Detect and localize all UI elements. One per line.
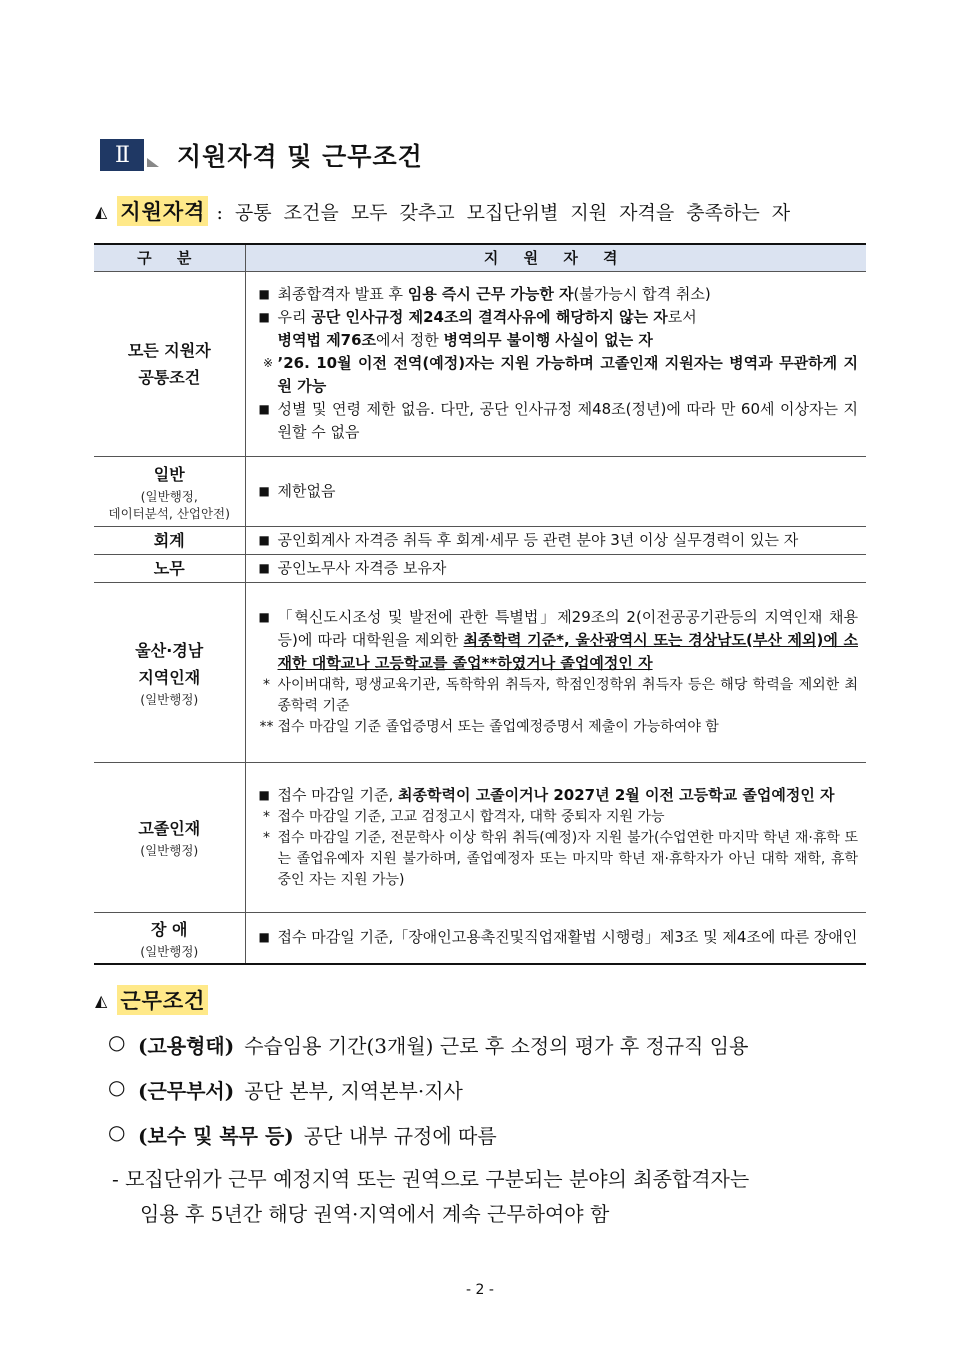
item-bold-text: 최종학력 기준*, 울산광역시 또는 경상남도(부산 제외)에 소재한 대학교나 고등학교를 졸업**하였거나 졸업예정인 자: [277, 631, 858, 672]
item-text: 공인회계사 자격증 취득 후 회계·세무 등 관련 분야 3년 이상 실무경력이 있는 자: [277, 530, 799, 549]
category-note: (일반행정,: [140, 488, 198, 504]
circle-bullet-icon: ○: [108, 1030, 126, 1054]
square-bullet-icon: ■: [258, 532, 270, 547]
category-label: 회계: [153, 530, 185, 550]
table-row-labor: [94, 554, 866, 582]
category-label: 고졸인재: [138, 819, 201, 838]
qualification-title: 지원자격: [117, 196, 208, 226]
table-row-common: [94, 271, 866, 456]
footnote-mark: *: [263, 829, 270, 846]
work-conditions-title: 근무조건: [117, 985, 208, 1015]
qualification-description: : 공통 조건을 모두 갖추고 모집단위별 지원 자격을 충족하는 자: [216, 201, 791, 224]
section-title: 지원자격 및 근무조건: [177, 142, 423, 171]
list-note: [256, 352, 859, 398]
square-bullet-icon: ■: [258, 560, 270, 575]
row-content: [245, 912, 866, 964]
row-category: [94, 554, 245, 582]
category-label: 일반: [153, 464, 185, 484]
row-content: [245, 526, 866, 554]
item-text: 제한없음: [277, 481, 336, 500]
table-row-general: [94, 456, 866, 526]
row-category: [94, 526, 245, 554]
square-bullet-icon: ■: [258, 402, 270, 416]
footnote: [256, 828, 859, 891]
row-category: [94, 912, 245, 964]
square-bullet-icon: ■: [258, 930, 270, 945]
square-bullet-icon: ■: [258, 610, 270, 624]
item-text: 로서: [667, 308, 697, 326]
footnote: [256, 675, 859, 717]
triangle-icon: ◭: [95, 990, 108, 1010]
circle-bullet-icon: ○: [108, 1075, 126, 1099]
item-bold-text: 최종학력이 고졸이거나 2027년 2월 이전 고등학교 졸업예정인 자: [398, 785, 835, 804]
table-row-highschool: [94, 762, 866, 912]
work-condition-item: [108, 1120, 497, 1149]
square-bullet-icon: ■: [258, 310, 270, 324]
work-condition-item: [108, 1075, 463, 1104]
footnote-text: 접수 마감일 기준 졸업증명서 또는 졸업예정증명서 제출이 가능하여야 함: [277, 719, 719, 735]
table-row-local-talent: [94, 582, 866, 762]
work-condition-note: - 모집단위가 근무 예정지역 또는 권역으로 구분되는 분야의 최종합격자는: [112, 1167, 750, 1191]
list-item: [256, 557, 859, 580]
header-category: 구 분: [94, 244, 245, 271]
list-item: [256, 398, 859, 444]
work-condition-text: 공단 본부, 지역본부·지사: [244, 1079, 463, 1103]
item-text: 접수 마감일 기준,「장애인고용촉진및직업재활법 시행령」제3조 및 제4조에 따른 장애인: [277, 928, 858, 947]
row-category: [94, 762, 245, 912]
category-label: 지역인재: [138, 667, 201, 687]
footnote: [256, 717, 859, 738]
category-label: 장 애: [151, 919, 188, 939]
row-content: [245, 271, 866, 456]
row-content: [245, 582, 866, 762]
work-condition-item: [108, 1030, 748, 1059]
footnote-text: 접수 마감일 기준, 고교 검정고시 합격자, 대학 중퇴자 지원 가능: [277, 808, 665, 825]
qualification-heading: [95, 196, 790, 226]
list-item: [256, 784, 859, 807]
list-item: [256, 606, 859, 675]
footnote-text: 사이버대학, 평생교육기관, 독학학위 취득자, 학점인정학위 취득자 등은 해당 학력을 제외한 최종학력 기준: [277, 677, 858, 714]
page-number: - 2 -: [466, 1282, 494, 1298]
item-bold-text: 병역법 제76조: [277, 331, 377, 349]
row-category: [94, 271, 245, 456]
square-bullet-icon: ■: [258, 483, 270, 498]
footnote-mark: *: [263, 808, 270, 825]
item-text: 성별 및 연령 제한 없음. 다만, 공단 인사규정 제48조(정년)에 따라 만 60세 이상자는 지원할 수 없음: [277, 400, 858, 441]
table-row-disabled: [94, 912, 866, 964]
list-item: [256, 480, 859, 503]
item-text: 공인노무사 자격증 보유자: [277, 558, 447, 577]
item-text: 우리: [277, 308, 312, 326]
arrow-icon: [147, 158, 159, 167]
square-bullet-icon: ■: [258, 787, 270, 802]
work-conditions-heading: [95, 985, 208, 1015]
item-text: 접수 마감일 기준,: [277, 785, 399, 804]
item-bold-text: 임용 즉시 근무 가능한 자: [407, 285, 574, 303]
work-condition-label: (보수 및 복무 등): [138, 1124, 294, 1148]
work-condition-text: 수습임용 기간(3개월) 근로 후 소정의 평가 후 정규직 임용: [244, 1034, 749, 1058]
item-bold-text: 병역의무 불이행 사실이 없는 자: [443, 331, 653, 349]
category-note: (일반행정): [140, 943, 199, 959]
reference-mark: ※: [262, 356, 274, 370]
list-item: [256, 529, 859, 552]
work-condition-label: (근무부서): [138, 1079, 235, 1103]
footnote-mark: *: [263, 677, 270, 693]
item-bold-text: 공단 인사규정 제24조의 결격사유에 해당하지 않는 자: [311, 308, 668, 326]
row-content: [245, 762, 866, 912]
table-row-accounting: [94, 526, 866, 554]
circle-bullet-icon: ○: [108, 1120, 126, 1144]
qualification-table: [94, 243, 866, 965]
row-content: [245, 456, 866, 526]
list-item-continued: [256, 329, 859, 352]
category-note: 데이터분석, 산업안전): [108, 505, 230, 521]
category-label: 공통조건: [138, 367, 201, 387]
item-text: 최종합격자 발표 후: [277, 285, 408, 303]
list-item: [256, 926, 859, 949]
square-bullet-icon: ■: [258, 287, 270, 301]
row-content: [245, 554, 866, 582]
category-note: (일반행정): [140, 843, 199, 858]
header-qualification: 지 원 자 격: [245, 244, 866, 271]
list-item: [256, 283, 859, 306]
item-text: (불가능시 합격 취소): [573, 285, 711, 303]
list-item: [256, 306, 859, 329]
item-text: 에서 정한: [376, 331, 444, 349]
triangle-icon: ◭: [95, 201, 108, 221]
category-label: 울산·경남: [135, 640, 204, 660]
section-number-badge: Ⅱ: [100, 139, 144, 171]
row-category: [94, 582, 245, 762]
category-label: 모든 지원자: [127, 340, 211, 360]
item-bold-text: ’26. 10월 이전 전역(예정)자는 지원 가능하며 고졸인재 지원자는 병역과 무관하게 지원 가능: [277, 354, 858, 395]
work-condition-text: 공단 내부 규정에 따름: [303, 1124, 497, 1148]
row-category: [94, 456, 245, 526]
work-condition-note-continued: 임용 후 5년간 해당 권역·지역에서 계속 근무하여야 함: [140, 1202, 610, 1226]
work-condition-label: (고용형태): [138, 1034, 235, 1058]
category-label: 노무: [153, 558, 185, 578]
item-text: 「혁신도시조성 및 발전에 관한 특별법」제29조의 2(이전공공기관등의 지역인재 채용 등)에 따라 대학원을 제외한: [277, 608, 858, 649]
table-header-row: [94, 244, 866, 271]
footnote: [256, 807, 859, 828]
footnote-text: 접수 마감일 기준, 전문학사 이상 학위 취득(예정)자 지원 불가(수업연한 마지막 학년 재·휴학 또는 졸업유예자 지원 불가하며, 졸업예정자 또는 마지막 학년 재·휴학자가 아닌 대학 재학, 휴학 중인 자는 지원 가능): [277, 829, 858, 888]
footnote-mark: **: [259, 719, 274, 735]
section-header: [100, 137, 423, 173]
category-note: (일반행정): [140, 691, 199, 707]
